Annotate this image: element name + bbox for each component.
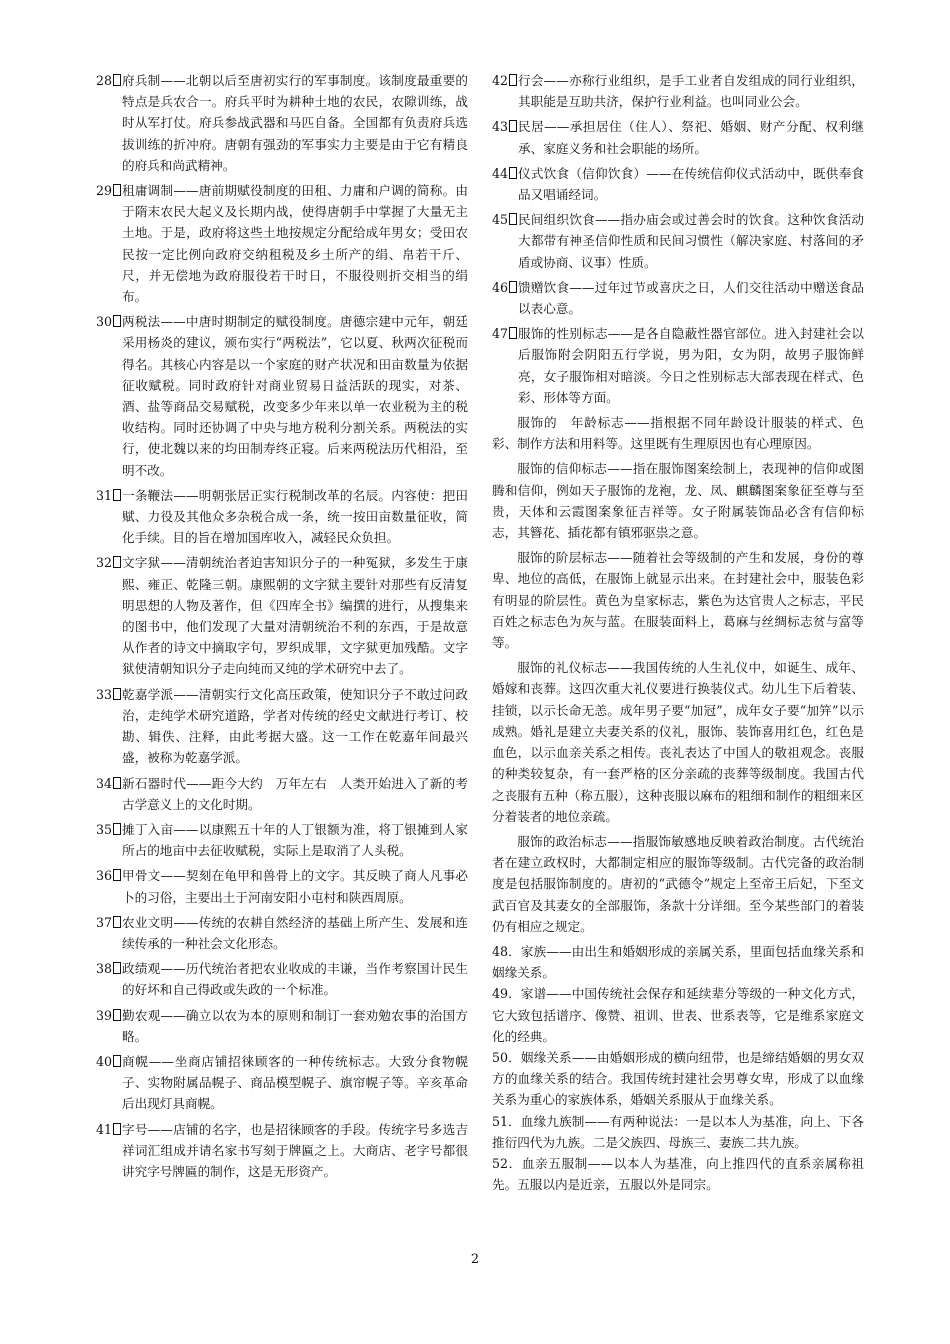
entry-34: 34 新石器时代——距今大约 万年左右 人类开始进入了新的考古学意义上的文化时期。 (96, 773, 468, 815)
entry-text: 政绩观——历代统治者把农业收成的丰谦，当作考察国计民生的好坏和自己得政或失政的一个标准。 (122, 961, 468, 998)
entry-38: 38 政绩观——历代统治者把农业收成的丰谦，当作考察国计民生的好坏和自己得政或失政的一个标准。 (96, 958, 468, 1000)
entry-42: 42 行会——亦称行业组织，是手工业者自发组成的同行业组织，其职能是互助共济，保护行业利益。也叫同业公会。 (492, 70, 864, 112)
paragraph-age-marker: 服饰的 年龄标志——指根据不同年龄设计服装的样式、色彩、制作方法和用料等。这里既有生理原因也有心理原因。 (492, 415, 864, 452)
page-number: 2 (470, 1252, 480, 1267)
entry-43: 43 民居——承担居住（住人）、祭祀、婚姻、财产分配、权利继承、家庭义务和社会职能的场所。 (492, 116, 864, 158)
entry-text: 商幌——坐商店铺招徕顾客的一种传统标志。大致分食物幌子、实物附属品幌子、商品模型幌子、旗帘幌子等。辛亥革命后出现灯具商幌。 (122, 1053, 468, 1112)
entry-text: 摊丁入亩——以康熙五十年的人丁银额为准，将丁银摊到人家所占的地亩中去征收赋税，实际上是取消了人头税。 (122, 821, 468, 859)
entry-text: 文字狱——清朝统治者迫害知识分子的一种冤狱，多发生于康熙、雍正、乾隆三朝。康熙朝的文字狱主要针对那些有反清复明思想的人物及著作，但《四库全书》编撰的进行，从搜集来的图书中，他们发现了大量对清朝统治不利的东西，于是故意从作者的诗文中摘取字句，罗织成罪，文字狱更加残酷。文字狱使清朝知识分子走向纯而又纯的学术研究中去了。 (122, 555, 468, 677)
entry-50: 50．姻缘关系——由婚姻形成的横向纽带，也是缔结婚姻的男女双方的血缘关系的结合。我国传统封建社会男尊女卑，形成了以血缘关系为重心的家族体系，婚姻关系服从于血缘关系。 (492, 1049, 864, 1108)
paragraph-belief-marker: 服饰的信仰标志——指在服饰图案绘制上，表现神的信仰或图腾和信仰，例如天子服饰的龙袍，龙、凤、麒麟图案象征至尊与至贵，天体和云霞图案象征吉祥等。女子附属装饰品必含有信仰标志，其簪花、插花都有镇邪驱祟之意。 (492, 461, 864, 541)
entry-text: 租庸调制——唐前期赋役制度的田租、力庸和户调的简称。由于隋末农民大起义及长期内战，使得唐朝手中掌握了大量无主土地。于是，政府将这些土地按规定分配给成年男女；受田农民按一定比例向政府交纳租税及乡土所产的绢、帛若干斤、尺，并无偿地为政府服役若干时日，不服役则折交相当的绢布。 (122, 183, 468, 305)
entry-28: 28 府兵制——北朝以后至唐初实行的军事制度。该制度最重要的特点是兵农合一。府兵平时为耕种土地的农民，农隙训练，战时从军打仗。府兵参战武器和马匹自备。全国都有负责府兵选拔训练的折冲府。唐朝有强劲的军事实力主要是由于它有精良的府兵和尚武精神。 (96, 70, 468, 176)
entry-31: 31 一条鞭法——明朝张居正实行税制改革的名辰。内容使：把田赋、力役及其他众多杂税合成一条，统一按田亩数量征收，简化手续。目的旨在增加国库收入，减轻民众负担。 (96, 485, 468, 549)
entry-text: 馈赠饮食——过年过节或喜庆之日，人们交往活动中赠送食品以表心意。 (518, 279, 864, 317)
paragraph-class-marker: 服饰的阶层标志——随着社会等级制的产生和发展，身份的尊卑、地位的高低，在服饰上就显示出来。在封建社会中，服装色彩有明显的阶层性。黄色为皇家标志，紫色为达官贵人之标志，平民百姓之标志色为灰与蓝。在服装面料上，葛麻与丝绸标志贫与富等等。 (492, 550, 864, 651)
entry-37: 37 农业文明——传统的农耕自然经济的基础上所产生、发展和连续传承的一种社会文化形态。 (96, 912, 468, 954)
entry-47: 47 服饰的性别标志——是各自隐蔽性器官部位。进入封建社会以后服饰附会阴阳五行学说，男为阳，女为阴，故男子服饰鲜亮，女子服饰相对暗淡。今日之性别标志大部表现在样式、色彩、形体等方面。 (492, 323, 864, 408)
entry-30: 30 两税法——中唐时期制定的赋役制度。唐德宗建中元年，朝廷采用杨炎的建议，颁布实行“两税法”，它以夏、秋两次征税而得名。其核心内容是以一个家庭的财产状况和田亩数量为依据征收赋税。同时政府针对商业贸易日益活跃的现实，对茶、酒、盐等商品交易赋税，改变多少年来以单一农业税为主的税收结构。同时还协调了中央与地方税利分割关系。两税法的实行，使北魏以来的均田制寿终正寝。后来两税法历代相沿，至明不改。 (96, 311, 468, 481)
entry-33: 33 乾嘉学派——清朝实行文化高压政策，使知识分子不敢过问政治，走纯学术研究道路，学者对传统的经史文献进行考订、校勘、辑佚、注释，由此考据大盛。这一工作在乾嘉年间最兴盛，被称为乾嘉学派。 (96, 684, 468, 769)
entry-text: 仪式饮食（信仰饮食）——在传统信仰仪式活动中，既供奉食品又唱诵经词。 (518, 165, 864, 203)
entry-text: 勤农观——确立以农为本的原则和制订一套劝勉农事的治国方略。 (122, 1007, 468, 1044)
entry-text: 服饰的性别标志——是各自隐蔽性器官部位。进入封建社会以后服饰附会阴阳五行学说，男为阳，女为阴，故男子服饰鲜亮，女子服饰相对暗淡。今日之性别标志大部表现在样式、色彩、形体等方面。 (518, 326, 864, 405)
entry-text: 字号——店铺的名字，也是招徕顾客的手段。传统字号多选吉祥词汇组成并请名家书写刻于牌匾之上。大商店、老字号都很讲究字号牌匾的制作，这是无形资产。 (122, 1121, 468, 1179)
entry-48: 48．家族——由出生和婚姻形成的亲属关系，里面包括血缘关系和姻缘关系。 (492, 943, 864, 981)
entry-45: 45 民间组织饮食——指办庙会或过善会时的饮食。这种饮食活动大都带有神圣信仰性质和民间习惯性（解决家庭、村落间的矛盾或协商、议事）性质。 (492, 209, 864, 273)
entry-44: 44 仪式饮食（信仰饮食）——在传统信仰仪式活动中，既供奉食品又唱诵经词。 (492, 163, 864, 205)
entry-35: 35 摊丁入亩——以康熙五十年的人丁银额为准，将丁银摊到人家所占的地亩中去征收赋税，实际上是取消了人头税。 (96, 819, 468, 861)
right-column (492, 70, 864, 1195)
left-column (96, 70, 468, 1186)
entry-text: 一条鞭法——明朝张居正实行税制改革的名辰。内容使：把田赋、力役及其他众多杂税合成一条，统一按田亩数量征收，简化手续。目的旨在增加国库收入，减轻民众负担。 (122, 487, 468, 546)
paragraph-ritual-marker: 服饰的礼仪标志——我国传统的人生礼仪中，如诞生、成年、婚嫁和丧葬。这四次重大礼仪要进行换装仪式。幼儿生下后着装、挂锁，以示长命无恙。成年男子要“加冠”，成年女子要“加笄”以示成熟。婚礼是建立夫妻关系的仪礼，服饰、装饰喜用红色，红色是血色，以示血亲关系之相传。丧礼表达了中国人的敬祖观念。丧服的种类较复杂，有一套严格的区分亲疏的丧葬等级制度。我国古代之丧服有五种（称五服），这种丧服以麻布的粗细和制作的粗细来区分着装者的地位亲疏。 (492, 660, 864, 824)
entry-29: 29 租庸调制——唐前期赋役制度的田租、力庸和户调的简称。由于隋末农民大起义及长期内战，使得唐朝手中掌握了大量无主土地。于是，政府将这些土地按规定分配给成年男女；受田农民按一定比例向政府交纳租税及乡土所产的绢、帛若干斤、尺，并无偿地为政府服役若干时日，不服役则折交相当的绢布。 (96, 180, 468, 307)
entry-40: 40 商幌——坐商店铺招徕顾客的一种传统标志。大致分食物幌子、实物附属品幌子、商品模型幌子、旗帘幌子等。辛亥革命后出现灯具商幌。 (96, 1051, 468, 1115)
entry-text: 府兵制——北朝以后至唐初实行的军事制度。该制度最重要的特点是兵农合一。府兵平时为耕种土地的农民，农隙训练，战时从军打仗。府兵参战武器和马匹自备。全国都有负责府兵选拔训练的折冲府。唐朝有强劲的军事实力主要是由于它有精良的府兵和尚武精神。 (122, 73, 468, 173)
entry-text: 民间组织饮食——指办庙会或过善会时的饮食。这种饮食活动大都带有神圣信仰性质和民间习惯性（解决家庭、村落间的矛盾或协商、议事）性质。 (518, 212, 864, 270)
entry-text: 乾嘉学派——清朝实行文化高压政策，使知识分子不敢过问政治，走纯学术研究道路，学者对传统的经史文献进行考订、校勘、辑佚、注释，由此考据大盛。这一工作在乾嘉年间最兴盛，被称为乾嘉学派。 (122, 686, 468, 766)
entry-text: 农业文明——传统的农耕自然经济的基础上所产生、发展和连续传承的一种社会文化形态。 (122, 914, 468, 951)
entry-32: 32 文字狱——清朝统治者迫害知识分子的一种冤狱，多发生于康熙、雍正、乾隆三朝。康熙朝的文字狱主要针对那些有反清复明思想的人物及著作，但《四库全书》编撰的进行，从搜集来的图书中，他们发现了大量对清朝统治不利的东西，于是故意从作者的诗文中摘取字句，罗织成罪，文字狱更加残酷。文字狱使清朝知识分子走向纯而又纯的学术研究中去了。 (96, 552, 468, 679)
entry-text: 民居——承担居住（住人）、祭祀、婚姻、财产分配、权利继承、家庭义务和社会职能的场所。 (518, 119, 864, 156)
entry-52: 52．血亲五服制——以本人为基准，向上推四代的直系亲属称祖先。五服以内是近亲，五服以外是同宗。 (492, 1155, 864, 1193)
entry-46: 46 馈赠饮食——过年过节或喜庆之日，人们交往活动中赠送食品以表心意。 (492, 277, 864, 319)
entry-text: 新石器时代——距今大约 万年左右 人类开始进入了新的考古学意义上的文化时期。 (122, 775, 468, 812)
entry-36: 36 甲骨文——契刻在龟甲和兽骨上的文字。其反映了商人凡事必卜的习俗，主要出土于河南安阳小屯村和陕西周原。 (96, 865, 468, 907)
entry-49: 49．家谱——中国传统社会保存和延续辈分等级的一种文化方式，它大致包括谱序、像赞、祖训、世表、世系表等，它是维系家庭文化的经典。 (492, 986, 864, 1044)
entry-text: 甲骨文——契刻在龟甲和兽骨上的文字。其反映了商人凡事必卜的习俗，主要出土于河南安阳小屯村和陕西周原。 (122, 868, 468, 905)
entry-text: 行会——亦称行业组织，是手工业者自发组成的同行业组织，其职能是互助共济，保护行业利益。也叫同业公会。 (518, 73, 864, 110)
entry-51: 51．血缘九族制——有两种说法：一是以本人为基准，向上、下各推衍四代为九族。二是父族四、母族三、妻族二共九族。 (492, 1113, 864, 1150)
paragraph-political-marker: 服饰的政治标志——指服饰敏感地反映着政治制度。古代统治者在建立政权时，大都制定相应的服饰等级制。古代完备的政治制度是包括服饰制度的。唐初的“武德令”规定上至帝王后妃，下至文武百官及其妻女的全部服饰，条款十分详细。至今某些部门的着装仍有相应之规定。 (492, 833, 864, 934)
entry-41: 41 字号——店铺的名字，也是招徕顾客的手段。传统字号多选吉祥词汇组成并请名家书写刻于牌匾之上。大商店、老字号都很讲究字号牌匾的制作，这是无形资产。 (96, 1119, 468, 1183)
entry-text: 两税法——中唐时期制定的赋役制度。唐德宗建中元年，朝廷采用杨炎的建议，颁布实行“两税法”，它以夏、秋两次征税而得名。其核心内容是以一个家庭的财产状况和田亩数量为依据征收赋税。同时政府针对商业贸易日益活跃的现实，对茶、酒、盐等商品交易赋税，改变多少年来以单一农业税为主的税收结构。同时还协调了中央与地方税利分割关系。两税法的实行，使北魏以来的均田制寿终正寝。后来两税法历代相沿，至明不改。 (122, 314, 468, 478)
entry-39: 39 勤农观——确立以农为本的原则和制订一套劝勉农事的治国方略。 (96, 1005, 468, 1047)
